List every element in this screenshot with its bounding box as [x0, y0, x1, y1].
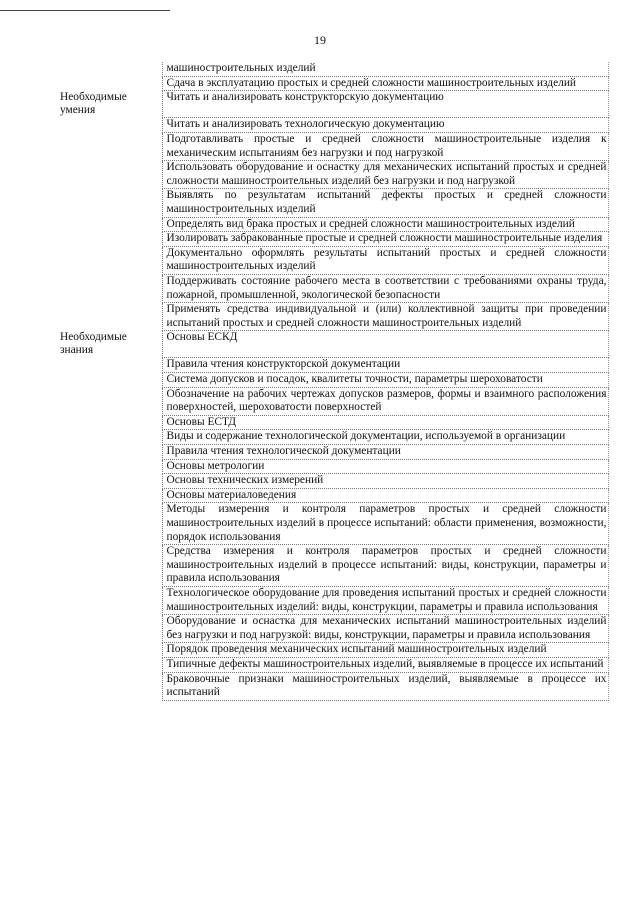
table-row — [60, 672, 608, 700]
table-row — [60, 545, 608, 587]
row-item-text: Правила чтения конструкторской документации — [162, 358, 608, 373]
table-row — [60, 358, 608, 373]
table-row — [60, 217, 608, 232]
row-item-text: машиностроительных изделий — [162, 62, 608, 76]
row-category-label — [60, 503, 162, 545]
row-category-label — [60, 373, 162, 388]
row-item-text: Основы ЕСТД — [162, 415, 608, 430]
row-item-text: Основы материаловедения — [162, 488, 608, 503]
row-item-text: Методы измерения и контроля параметров простых и средней сложности машиностроительных изделий в процессе испытаний: области применения, возможности, порядок использования — [162, 503, 608, 545]
table-row — [60, 586, 608, 614]
table-row — [60, 161, 608, 189]
table-row — [60, 274, 608, 302]
row-category-label — [60, 459, 162, 474]
row-item-text: Основы технических измерений — [162, 474, 608, 489]
table-row — [60, 643, 608, 658]
table-row — [60, 91, 608, 118]
row-category-label — [60, 217, 162, 232]
row-item-text: Виды и содержание технологической документации, используемой в организации — [162, 430, 608, 445]
table-row — [60, 118, 608, 133]
table-row — [60, 331, 608, 358]
row-item-text: Применять средства индивидуальной и (или) коллективной защиты при проведении испытаний простых и средней сложности машиностроительных изделий — [162, 303, 608, 331]
row-category-label — [60, 387, 162, 415]
requirements-table — [60, 62, 609, 701]
row-category-label — [60, 274, 162, 302]
row-item-text: Читать и анализировать конструкторскую документацию — [162, 91, 608, 118]
table-row — [60, 445, 608, 460]
row-category-label — [60, 76, 162, 91]
page-number: 19 — [314, 33, 326, 47]
row-category-label — [60, 232, 162, 247]
row-item-text: Средства измерения и контроля параметров простых и средней сложности машиностроительных изделий в процессе испытаний: виды, конструкции, параметры и правила использования — [162, 545, 608, 587]
row-category-label — [60, 415, 162, 430]
row-category-label — [60, 430, 162, 445]
row-item-text: Определять вид брака простых и средней сложности машиностроительных изделий — [162, 217, 608, 232]
table-row — [60, 76, 608, 91]
row-item-text: Читать и анализировать технологическую документацию — [162, 118, 608, 133]
row-item-text: Типичные дефекты машиностроительных изделий, выявляемые в процессе их испытаний — [162, 657, 608, 672]
row-category-label — [60, 657, 162, 672]
row-item-text: Сдача в эксплуатацию простых и средней сложности машиностроительных изделий — [162, 76, 608, 91]
row-category-label — [60, 161, 162, 189]
row-item-text: Правила чтения технологической документации — [162, 445, 608, 460]
row-category-label — [60, 246, 162, 274]
table-row — [60, 62, 608, 76]
table-row — [60, 189, 608, 217]
row-item-text: Использовать оборудование и оснастку для механических испытаний простых и средней сложности машиностроительных изделий без нагрузки и под нагрузкой — [162, 161, 608, 189]
table-row — [60, 474, 608, 489]
row-category-label: Необходимые знания — [60, 330, 127, 357]
row-category-label — [60, 643, 162, 658]
row-category-label — [60, 474, 162, 489]
row-item-text: Подготавливать простые и средней сложности машиностроительные изделия к механическим испытаниям без нагрузки и под нагрузкой — [162, 132, 608, 160]
table-row — [60, 459, 608, 474]
row-category-label — [60, 132, 162, 160]
row-item-text: Поддерживать состояние рабочего места в соответствии с требованиями охраны труда, пожарной, промышленной, экологической безопасности — [162, 274, 608, 302]
table-row — [60, 415, 608, 430]
row-item-text: Браковочные признаки машиностроительных изделий, выявляемые в процессе их испытаний — [162, 672, 608, 700]
row-category-label — [60, 586, 162, 614]
row-category-label: Необходимые умения — [60, 90, 127, 117]
row-category-label — [60, 189, 162, 217]
row-category-label — [60, 615, 162, 643]
row-item-text: Система допусков и посадок, квалитеты точности, параметры шероховатости — [162, 373, 608, 388]
top-rule — [0, 10, 170, 11]
row-category-label — [60, 488, 162, 503]
table-row — [60, 430, 608, 445]
row-item-text: Документально оформлять результаты испытаний простых и средней сложности машиностроительных изделий — [162, 246, 608, 274]
table-row — [60, 373, 608, 388]
row-item-text: Обозначение на рабочих чертежах допусков размеров, формы и взаимного расположения поверхностей, шероховатости поверхностей — [162, 387, 608, 415]
row-item-text: Технологическое оборудование для проведения испытаний простых и средней сложности машиностроительных изделий: виды, конструкции, параметры и правила использования — [162, 586, 608, 614]
row-category-label — [60, 118, 162, 133]
table-row — [60, 503, 608, 545]
row-item-text: Оборудование и оснастка для механических испытаний машиностроительных изделий без нагрузки и под нагрузкой: виды, конструкции, параметры и правила использования — [162, 615, 608, 643]
row-item-text: Порядок проведения механических испытаний машиностроительных изделий — [162, 643, 608, 658]
table-row — [60, 232, 608, 247]
table-row — [60, 303, 608, 331]
row-category-label — [60, 358, 162, 373]
row-category-label — [60, 672, 162, 700]
table-row — [60, 615, 608, 643]
row-item-text: Изолировать забракованные простые и средней сложности машиностроительные изделия — [162, 232, 608, 247]
row-category-label — [60, 62, 162, 76]
row-item-text: Выявлять по результатам испытаний дефекты простых и средней сложности машиностроительных изделий — [162, 189, 608, 217]
table-row — [60, 657, 608, 672]
table-row — [60, 488, 608, 503]
requirements-table-body — [60, 62, 608, 700]
row-category-label — [60, 445, 162, 460]
row-category-label — [60, 545, 162, 587]
row-item-text: Основы метрологии — [162, 459, 608, 474]
table-row — [60, 246, 608, 274]
row-item-text: Основы ЕСКД — [162, 331, 608, 358]
row-category-label — [60, 303, 162, 331]
table-row — [60, 387, 608, 415]
table-row — [60, 132, 608, 160]
